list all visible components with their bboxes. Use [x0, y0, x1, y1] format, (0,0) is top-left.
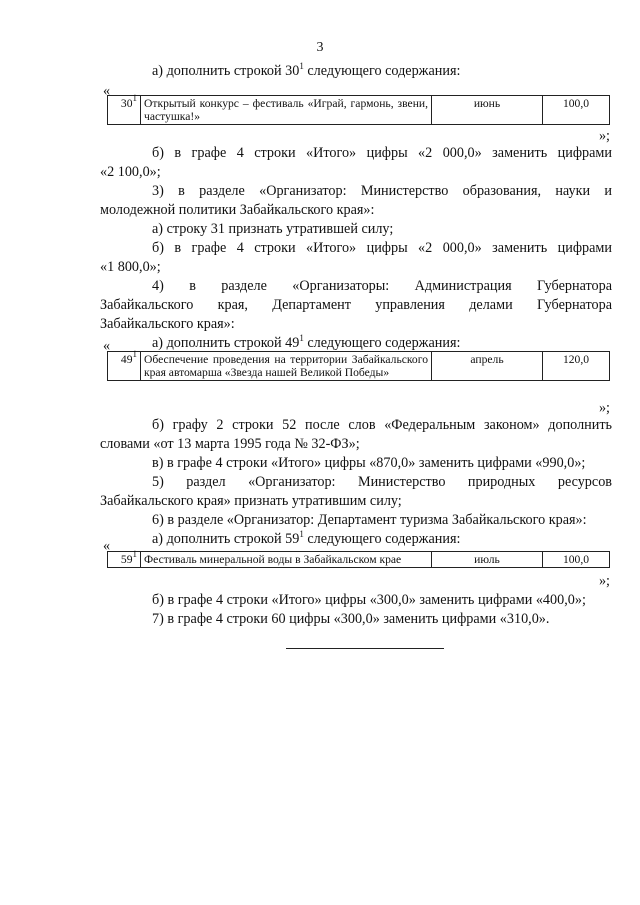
paragraph-2-line-2: «2 100,0»;	[100, 164, 161, 180]
event-month: июль	[432, 552, 543, 568]
paragraph-8-line-1: б) графу 2 строки 52 после слов «Федеральным законом» дополнить	[152, 417, 612, 433]
row-number: $49^1$	[108, 352, 141, 381]
event-month: июнь	[432, 96, 543, 125]
row-number: $59^1$	[108, 552, 141, 568]
row-number: $30^1$	[108, 96, 141, 125]
insert-table-row-59	[107, 551, 610, 568]
paragraph-4: а) строку 31 признать утратившей силу;	[152, 221, 394, 237]
event-name: Открытый конкурс – фестиваль «Играй, гармонь, звени, частушка!»	[141, 96, 432, 125]
paragraph-add-row-49: а) дополнить строкой $49^1$ следующего содержания:	[152, 333, 461, 351]
quote-open: «	[103, 538, 111, 554]
paragraph-14: 7) в графе 4 строки 60 цифры «300,0» заменить цифрами «310,0».	[152, 611, 550, 627]
quote-open: «	[103, 83, 111, 99]
paragraph-13: б) в графе 4 строки «Итого» цифры «300,0» заменить цифрами «400,0»;	[152, 592, 586, 608]
paragraph-8-line-2: словами «от 13 марта 1995 года № 32-ФЗ»;	[100, 436, 360, 452]
paragraph-6-line-2: Забайкальского края, Департамент управления делами Губернатора	[100, 297, 612, 313]
paragraph-2-line-1: б) в графе 4 строки «Итого» цифры «2 000,0» заменить цифрами	[152, 145, 612, 161]
page-number: 3	[316, 40, 324, 55]
paragraph-3-line-1: 3) в разделе «Организатор: Министерство образования, науки и	[152, 183, 612, 199]
table-row	[108, 96, 610, 125]
paragraph-add-row-30: а) дополнить строкой $30^1$ следующего содержания:	[152, 61, 461, 79]
paragraph-3-line-2: молодежной политики Забайкальского края»:	[100, 202, 375, 218]
paragraph-6-line-1: 4) в разделе «Организаторы: Администрация Губернатора	[152, 278, 612, 294]
paragraph-11: 6) в разделе «Организатор: Департамент туризма Забайкальского края»:	[152, 512, 587, 528]
quote-close: »;	[598, 573, 610, 589]
quote-close: »;	[598, 400, 610, 416]
quote-close: »;	[598, 128, 610, 144]
insert-table-row-49	[107, 351, 610, 381]
paragraph-10-line-2: Забайкальского края» признать утратившим силу;	[100, 493, 402, 509]
event-month: апрель	[432, 352, 543, 381]
event-name: Обеспечение проведения на территории Забайкальского края автомарша «Звезда нашей Великой Победы»	[141, 352, 432, 381]
paragraph-9: в) в графе 4 строки «Итого» цифры «870,0» заменить цифрами «990,0»;	[152, 455, 586, 471]
closing-divider-line	[286, 648, 444, 649]
table-row	[108, 552, 610, 568]
paragraph-6-line-3: Забайкальского края»:	[100, 316, 235, 332]
table-row	[108, 352, 610, 381]
event-sum: 100,0	[543, 552, 610, 568]
paragraph-add-row-59: а) дополнить строкой $59^1$ следующего содержания:	[152, 529, 461, 547]
insert-table-row-30	[107, 95, 610, 125]
event-sum: 100,0	[543, 96, 610, 125]
quote-open: «	[103, 338, 111, 354]
paragraph-10-line-1: 5) раздел «Организатор: Министерство природных ресурсов	[152, 474, 612, 490]
paragraph-5-line-1: б) в графе 4 строки «Итого» цифры «2 000,0» заменить цифрами	[152, 240, 612, 256]
event-name: Фестиваль минеральной воды в Забайкальском крае	[141, 552, 432, 568]
paragraph-5-line-2: «1 800,0»;	[100, 259, 161, 275]
event-sum: 120,0	[543, 352, 610, 381]
